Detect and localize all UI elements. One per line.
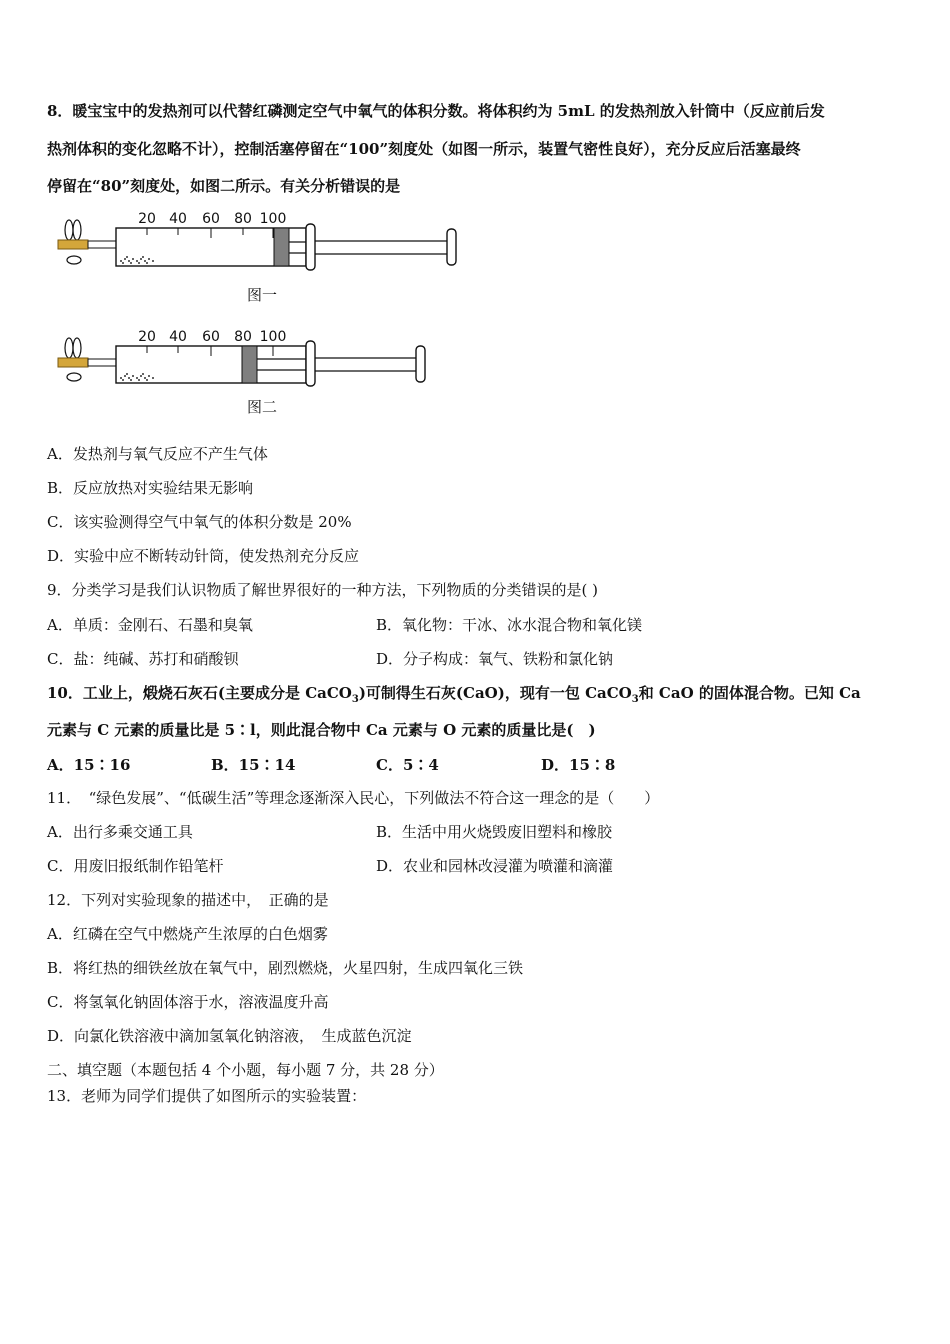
q12-option-a: A．红磷在空气中燃烧产生浓厚的白色烟雾 xyxy=(47,925,328,943)
q9-option-c: C．盐：纯碱、苏打和硝酸钡 xyxy=(47,650,239,668)
q8-stem-line3: 停留在“80”刻度处，如图二所示。有关分析错误的是 xyxy=(47,177,401,195)
tick-label: 40 xyxy=(169,329,187,345)
q9-stem: 9．分类学习是我们认识物质了解世界很好的一种方法，下列物质的分类错误的是( ) xyxy=(47,581,599,599)
syringe-figure-2 xyxy=(55,326,475,390)
q10-option-a: A．15∶16 xyxy=(47,756,131,774)
q11-option-a: A．出行多乘交通工具 xyxy=(47,823,193,841)
q9-option-d: D．分子构成：氧气、铁粉和氯化钠 xyxy=(376,650,614,668)
q10-stem-part-b: )可制得生石灰(CaO)，现有一包 CaCO xyxy=(358,684,632,702)
tick-label: 80 xyxy=(234,329,252,345)
q11-option-b: B．生活中用火烧毁废旧塑料和橡胶 xyxy=(376,823,613,841)
q11-option-c: C．用废旧报纸制作铅笔杆 xyxy=(47,857,224,875)
q12-option-b: B．将红热的细铁丝放在氧气中，剧烈燃烧，火星四射，生成四氧化三铁 xyxy=(47,959,524,977)
q10-stem-part-a: 10．工业上，煅烧石灰石(主要成分是 CaCO xyxy=(47,684,352,702)
q11-stem: 11． “绿色发展”、“低碳生活”等理念逐渐深入民心，下列做法不符合这一理念的是（ ） xyxy=(47,789,660,807)
tick-label: 20 xyxy=(138,329,156,345)
q12-stem: 12．下列对实验现象的描述中， 正确的是 xyxy=(47,891,329,909)
q9-option-a: A．单质：金刚石、石墨和臭氧 xyxy=(47,616,253,634)
subscript: 3 xyxy=(631,694,639,705)
q8-option-d: D．实验中应不断转动针筒，使发热剂充分反应 xyxy=(47,547,360,565)
q10-option-d: D．15∶8 xyxy=(541,756,616,774)
syringe-figure-1 xyxy=(55,208,475,276)
figure-1-caption: 图一 xyxy=(247,286,278,304)
subscript: 3 xyxy=(351,694,359,705)
tick-label: 60 xyxy=(202,211,220,227)
q8-stem-line2: 热剂体积的变化忽略不计），控制活塞停留在“100”刻度处（如图一所示，装置气密性良好），充分反应后活塞最终 xyxy=(47,140,801,158)
tick-label: 40 xyxy=(169,211,187,227)
tick-label: 100 xyxy=(259,211,287,227)
q12-option-c: C．将氢氧化钠固体溶于水，溶液温度升高 xyxy=(47,993,329,1011)
q8-option-b: B．反应放热对实验结果无影响 xyxy=(47,479,254,497)
tick-label: 80 xyxy=(234,211,252,227)
q10-option-c: C．5∶4 xyxy=(376,756,439,774)
q9-option-b: B．氧化物：干冰、冰水混合物和氧化镁 xyxy=(376,616,643,634)
tick-label: 60 xyxy=(202,329,220,345)
q12-option-d: D．向氯化铁溶液中滴加氢氧化钠溶液， 生成蓝色沉淀 xyxy=(47,1027,412,1045)
q10-stem-line1 xyxy=(47,683,861,710)
tick-label: 20 xyxy=(138,211,156,227)
section-heading: 二、填空题（本题包括 4 个小题，每小题 7 分，共 28 分） xyxy=(47,1061,444,1079)
figure-2-caption: 图二 xyxy=(247,398,278,416)
q8-stem-line1: 8．暖宝宝中的发热剂可以代替红磷测定空气中氧气的体积分数。将体积约为 5mL 的发热剂放入针筒中（反应前后发 xyxy=(47,102,825,120)
q10-stem-line2: 元素与 C 元素的质量比是 5∶l，则此混合物中 Ca 元素与 O 元素的质量比是( ) xyxy=(47,721,596,739)
q8-option-a: A．发热剂与氧气反应不产生气体 xyxy=(47,445,268,463)
q10-option-b: B．15∶14 xyxy=(211,756,296,774)
q13-stem: 13．老师为同学们提供了如图所示的实验装置： xyxy=(47,1087,367,1105)
q8-option-c: C．该实验测得空气中氧气的体积分数是 20% xyxy=(47,513,352,531)
tick-label: 100 xyxy=(259,329,287,345)
q11-option-d: D．农业和园林改浸灌为喷灌和滴灌 xyxy=(376,857,614,875)
q10-stem-part-c: 和 CaO 的固体混合物。已知 Ca xyxy=(638,684,861,702)
